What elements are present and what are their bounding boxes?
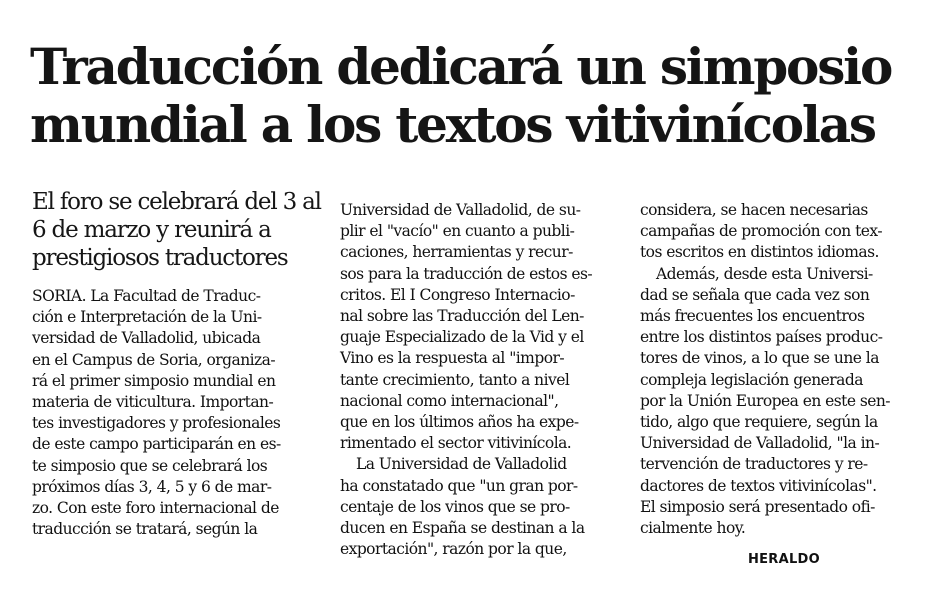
body-line: dad se señala que cada vez son	[640, 285, 870, 304]
body-line: dactores de textos vitivinícolas".	[640, 476, 877, 495]
body-line: más frecuentes los encuentros	[640, 307, 865, 326]
body-line: Universidad de Valladolid, de su-	[340, 201, 581, 219]
body-line: ha constatado que "un gran por-	[340, 476, 578, 495]
body-line: tes investigadores y profesionales	[32, 414, 281, 433]
body-line: de este campo participarán en es-	[32, 435, 281, 454]
body-line: tervención de traductores y re-	[640, 455, 868, 474]
body-line: tores de vinos, a lo que se une la	[640, 349, 879, 368]
body-line: tos escritos en distintos idiomas.	[640, 243, 879, 262]
headline	[30, 38, 930, 154]
body-line: te simposio que se celebrará los	[32, 456, 268, 475]
body-line: zo. Con este foro internacional de	[32, 499, 279, 518]
subheadline	[32, 188, 322, 272]
subhead-line: El foro se celebrará del 3 al	[32, 189, 321, 215]
body-line: campañas de promoción con tex-	[640, 222, 883, 241]
headline-line: Traducción dedicará un simposio	[30, 37, 892, 96]
body-line: SORIA. La Facultad de Traduc-	[32, 287, 261, 305]
body-line: por la Unión Europea en este sen-	[640, 391, 890, 410]
column-2	[340, 200, 630, 560]
body-line: nacional como internacional",	[340, 391, 559, 410]
body-line: Además, desde esta Universi-	[656, 264, 873, 283]
byline: HERALDO	[747, 552, 820, 567]
column-1	[32, 188, 322, 540]
body-line: tante crecimiento, tanto a nivel	[340, 370, 570, 389]
body-line: exportación", razón por la que,	[340, 540, 567, 559]
subhead-line: 6 de marzo y reunirá a	[32, 217, 271, 243]
body-line: critos. El I Congreso Internacio-	[340, 285, 575, 304]
headline-line: mundial a los textos vitivinícolas	[30, 95, 875, 154]
body-line: cialmente hoy.	[640, 519, 746, 538]
body-line: Universidad de Valladolid, "la in-	[640, 434, 880, 453]
body-line: ción e Interpretación de la Uni-	[32, 308, 262, 327]
body-line: centaje de los vinos que se pro-	[340, 497, 570, 516]
body-line: tido, algo que requiere, según la	[640, 413, 878, 432]
body-line: rimentado el sector vitivinícola.	[340, 434, 572, 453]
body-line: caciones, herramientas y recur-	[340, 243, 573, 262]
body-line: considera, se hacen necesarias	[640, 201, 868, 219]
body-line: en el Campus de Soria, organiza-	[32, 350, 276, 369]
body-line: que en los últimos años ha expe-	[340, 413, 579, 432]
body-line: ducen en España se destinan a la	[340, 519, 585, 538]
body-line: nal sobre las Traducción del Len-	[340, 307, 584, 326]
body-line: guaje Especializado de la Vid y el	[340, 328, 584, 347]
body-line: plir el "vacío" en cuanto a publi-	[340, 222, 575, 241]
body-line: materia de viticultura. Importan-	[32, 393, 274, 412]
body-line: Vino es la respuesta al "impor-	[340, 349, 565, 368]
body-line: próximos días 3, 4, 5 y 6 de mar-	[32, 477, 272, 496]
body-line: El simposio será presentado ofi-	[640, 497, 875, 516]
body-line: compleja legislación generada	[640, 370, 863, 389]
body-line: rá el primer simposio mundial en	[32, 371, 276, 390]
subhead-line: prestigiosos traductores	[32, 245, 288, 271]
column-3	[640, 200, 930, 539]
body-line: versidad de Valladolid, ubicada	[32, 329, 261, 348]
body-line: traducción se tratará, según la	[32, 520, 258, 539]
body-line: sos para la traducción de estos es-	[340, 264, 593, 283]
body-line: entre los distintos países produc-	[640, 328, 883, 347]
body-line: La Universidad de Valladolid	[356, 455, 567, 474]
